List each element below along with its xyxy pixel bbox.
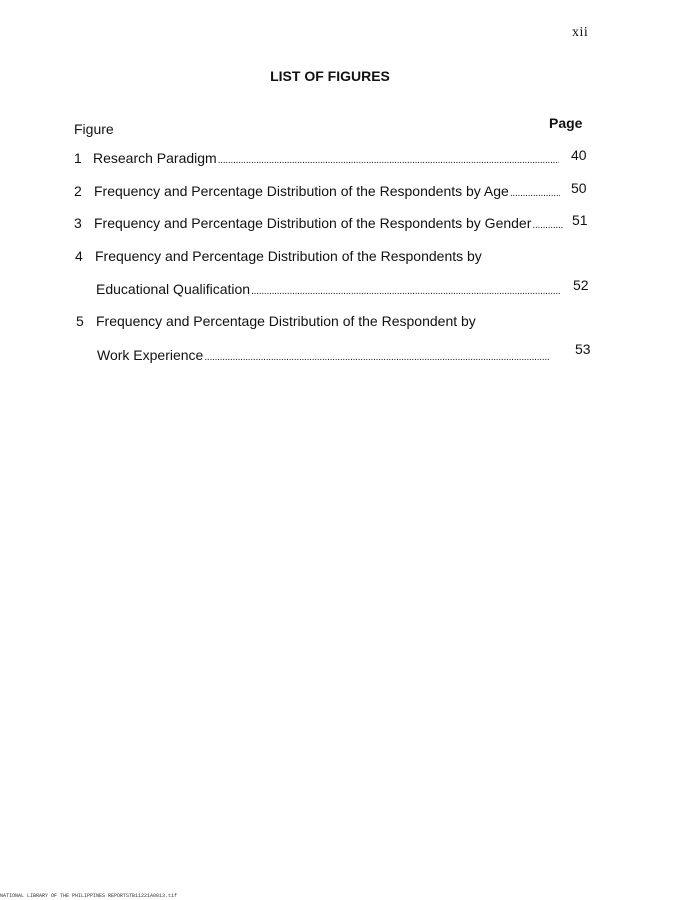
figure-entry-1: [74, 148, 594, 168]
figure-title-line-1: Frequency and Percentage Distribution of the Respondent by: [96, 313, 476, 329]
figure-entry-4: [75, 246, 595, 306]
figure-page-number: 52: [573, 277, 589, 293]
figure-title: Frequency and Percentage Distribution of the Respondents by Gender: [94, 215, 532, 231]
dot-leader: [251, 282, 561, 302]
figure-number: 3: [74, 215, 82, 231]
page-title: LIST OF FIGURES: [270, 68, 390, 84]
figure-title-line-1: Frequency and Percentage Distribution of the Respondents by: [95, 248, 482, 264]
dot-leader: [204, 348, 562, 368]
figure-page-number: 53: [575, 341, 591, 357]
dot-leader: [510, 184, 560, 204]
figure-entry-5: [76, 311, 596, 371]
scan-footer: NATIONAL LIBRARY OF THE PHILIPPINES REPORTSTB11221A0013.tif: [0, 893, 178, 899]
figure-number: 5: [76, 313, 84, 329]
dot-leader: [532, 216, 564, 236]
figure-page-number: 50: [571, 180, 587, 196]
figure-number: 1: [74, 150, 82, 166]
page-column-header: Page: [549, 115, 583, 131]
figure-entry-2: [74, 181, 594, 201]
figure-number: 2: [74, 183, 82, 199]
figure-page-number: 51: [572, 212, 588, 228]
figure-title-line-2: Educational Qualification: [96, 281, 251, 297]
figure-title: Research Paradigm: [93, 150, 217, 166]
figure-title-line-2: Work Experience: [97, 347, 204, 363]
figure-title: Frequency and Percentage Distribution of the Respondents by Age: [94, 183, 509, 199]
figure-page-number: 40: [571, 147, 587, 163]
page-number: xii: [572, 25, 589, 40]
figure-number: 4: [75, 248, 83, 264]
dot-leader: [218, 151, 559, 171]
figure-column-header: Figure: [74, 121, 114, 137]
figure-entry-3: [74, 213, 594, 233]
